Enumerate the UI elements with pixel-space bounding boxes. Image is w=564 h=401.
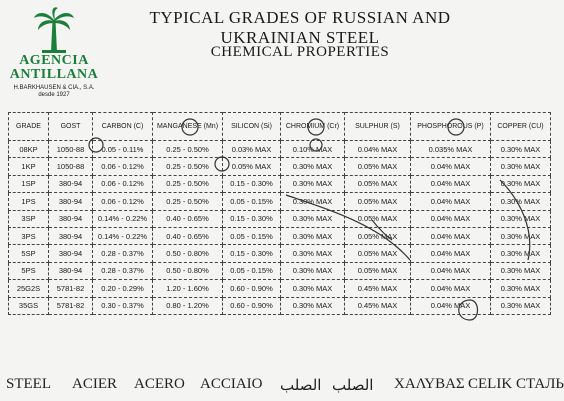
company-logo — [8, 6, 100, 99]
cell-gost: 380-94 — [49, 262, 93, 279]
cell-copper: 0.30% MAX — [491, 175, 551, 192]
header-copper: COPPER (CU) — [491, 113, 551, 141]
palm-tree-icon — [32, 6, 76, 54]
cell-manganese: 0.40 - 0.65% — [153, 210, 223, 227]
cell-phosphorous: 0.04% MAX — [411, 158, 491, 175]
header-sulphur: SULPHUR (S) — [345, 113, 411, 141]
header-manganese: MANGANESE (Mn) — [153, 113, 223, 141]
cell-grade: 3PS — [9, 227, 49, 244]
cell-grade: 1PS — [9, 193, 49, 210]
cell-silicon: 0.15 - 0.30% — [223, 245, 281, 262]
cell-copper: 0.30% MAX — [491, 193, 551, 210]
cell-carbon: 0.06 - 0.12% — [93, 193, 153, 210]
header-silicon: SILICON (Si) — [223, 113, 281, 141]
cell-gost: 380-94 — [49, 227, 93, 244]
header-grade: GRADE — [9, 113, 49, 141]
cell-manganese: 0.25 - 0.50% — [153, 193, 223, 210]
cell-sulphur: 0.05% MAX — [345, 245, 411, 262]
footer-word: ACIER — [72, 376, 117, 392]
footer-word: ACERO — [134, 376, 185, 392]
cell-gost: 380-94 — [49, 245, 93, 262]
header-phosphorous: PHOSPHOROUS (P) — [411, 113, 491, 141]
cell-chromium: 0.10% MAX — [281, 141, 345, 158]
cell-phosphorous: 0.04% MAX — [411, 227, 491, 244]
footer-word: CELIK — [468, 376, 513, 392]
company-subtitle: H.BARKHAUSEN & CIA., S.A. — [13, 85, 95, 91]
cell-copper: 0.30% MAX — [491, 262, 551, 279]
footer-steel-translations — [6, 370, 564, 398]
cell-silicon: 0.05 - 0.15% — [223, 262, 281, 279]
table-row — [9, 280, 551, 297]
table-row — [9, 158, 551, 175]
table-row — [9, 245, 551, 262]
cell-manganese: 0.25 - 0.50% — [153, 175, 223, 192]
cell-gost: 1050-88 — [49, 158, 93, 175]
cell-silicon: 0.05% MAX — [223, 158, 281, 175]
cell-silicon: 0.60 - 0.90% — [223, 297, 281, 314]
cell-silicon: 0.60 - 0.90% — [223, 280, 281, 297]
table-header-row — [9, 113, 551, 141]
cell-manganese: 0.25 - 0.50% — [153, 141, 223, 158]
cell-carbon: 0.06 - 0.12% — [93, 175, 153, 192]
cell-phosphorous: 0.04% MAX — [411, 280, 491, 297]
cell-carbon: 0.30 - 0.37% — [93, 297, 153, 314]
cell-phosphorous: 0.035% MAX — [411, 141, 491, 158]
cell-carbon: 0.14% - 0.22% — [93, 210, 153, 227]
cell-grade: 25G2S — [9, 280, 49, 297]
cell-sulphur: 0.05% MAX — [345, 158, 411, 175]
cell-gost: 5781-82 — [49, 280, 93, 297]
cell-grade: 08KP — [9, 141, 49, 158]
steel-grades-table — [8, 112, 551, 315]
cell-grade: 1KP — [9, 158, 49, 175]
cell-copper: 0.30% MAX — [491, 297, 551, 314]
cell-chromium: 0.30% MAX — [281, 297, 345, 314]
cell-sulphur: 0.05% MAX — [345, 262, 411, 279]
cell-chromium: 0.30% MAX — [281, 210, 345, 227]
footer-word: الصلب — [332, 378, 374, 394]
cell-grade: 5SP — [9, 245, 49, 262]
cell-gost: 1050-88 — [49, 141, 93, 158]
table-row — [9, 227, 551, 244]
cell-chromium: 0.30% MAX — [281, 245, 345, 262]
cell-carbon: 0.05 - 0.11% — [93, 141, 153, 158]
footer-word: ΧΑΛΥΒΑΣ — [394, 376, 465, 392]
cell-manganese: 0.50 - 0.80% — [153, 245, 223, 262]
header-gost: GOST — [49, 113, 93, 141]
cell-gost: 5781-82 — [49, 297, 93, 314]
cell-copper: 0.30% MAX — [491, 227, 551, 244]
cell-manganese: 0.40 - 0.65% — [153, 227, 223, 244]
cell-grade: 5PS — [9, 262, 49, 279]
cell-phosphorous: 0.04% MAX — [411, 297, 491, 314]
cell-sulphur: 0.05% MAX — [345, 227, 411, 244]
company-since: desde 1927 — [38, 92, 70, 98]
document-title: TYPICAL GRADES OF RUSSIAN AND UKRAINIAN STEEL — [149, 8, 451, 47]
table-row — [9, 193, 551, 210]
cell-sulphur: 0.05% MAX — [345, 175, 411, 192]
table-row — [9, 141, 551, 158]
cell-carbon: 0.28 - 0.37% — [93, 262, 153, 279]
document-subtitle: CHEMICAL PROPERTIES — [210, 44, 390, 60]
cell-grade: 3SP — [9, 210, 49, 227]
cell-manganese: 1.20 - 1.60% — [153, 280, 223, 297]
cell-silicon: 0.15 - 0.30% — [223, 175, 281, 192]
table-row — [9, 210, 551, 227]
footer-word: الصلب — [280, 378, 322, 394]
cell-gost: 380-94 — [49, 210, 93, 227]
cell-sulphur: 0.04% MAX — [345, 141, 411, 158]
cell-chromium: 0.30% MAX — [281, 175, 345, 192]
cell-chromium: 0.30% MAX — [281, 262, 345, 279]
cell-copper: 0.30% MAX — [491, 210, 551, 227]
cell-phosphorous: 0.04% MAX — [411, 262, 491, 279]
cell-sulphur: 0.45% MAX — [345, 297, 411, 314]
header-chromium: CHROMIUM (Cr) — [281, 113, 345, 141]
table-row — [9, 262, 551, 279]
cell-silicon: 0.03% MAX — [223, 141, 281, 158]
table-row — [9, 175, 551, 192]
cell-gost: 380-94 — [49, 175, 93, 192]
cell-manganese: 0.80 - 1.20% — [153, 297, 223, 314]
cell-silicon: 0.15 - 0.30% — [223, 210, 281, 227]
footer-word: ACCIAIO — [200, 376, 263, 392]
cell-chromium: 0.30% MAX — [281, 193, 345, 210]
cell-sulphur: 0.05% MAX — [345, 193, 411, 210]
cell-copper: 0.30% MAX — [491, 158, 551, 175]
cell-manganese: 0.25 - 0.50% — [153, 158, 223, 175]
footer-word: STEEL — [6, 376, 51, 392]
cell-phosphorous: 0.04% MAX — [411, 193, 491, 210]
cell-phosphorous: 0.04% MAX — [411, 175, 491, 192]
cell-copper: 0.30% MAX — [491, 245, 551, 262]
cell-carbon: 0.20 - 0.29% — [93, 280, 153, 297]
footer-word: СТАЛЬ — [516, 376, 564, 392]
brand-name-line2: ANTILLANA — [9, 67, 99, 82]
cell-sulphur: 0.45% MAX — [345, 280, 411, 297]
table-row — [9, 297, 551, 314]
header-carbon: CARBON (C) — [93, 113, 153, 141]
cell-silicon: 0.05 - 0.15% — [223, 193, 281, 210]
cell-chromium: 0.30% MAX — [281, 158, 345, 175]
cell-carbon: 0.14% - 0.22% — [93, 227, 153, 244]
brand-name-line1: AGENCIA — [19, 53, 89, 68]
cell-carbon: 0.06 - 0.12% — [93, 158, 153, 175]
cell-chromium: 0.30% MAX — [281, 280, 345, 297]
cell-silicon: 0.05 - 0.15% — [223, 227, 281, 244]
cell-manganese: 0.50 - 0.80% — [153, 262, 223, 279]
cell-gost: 380-94 — [49, 193, 93, 210]
cell-copper: 0.30% MAX — [491, 280, 551, 297]
cell-carbon: 0.28 - 0.37% — [93, 245, 153, 262]
cell-chromium: 0.30% MAX — [281, 227, 345, 244]
cell-grade: 1SP — [9, 175, 49, 192]
cell-grade: 35GS — [9, 297, 49, 314]
cell-phosphorous: 0.04% MAX — [411, 245, 491, 262]
cell-copper: 0.30% MAX — [491, 141, 551, 158]
cell-sulphur: 0.05% MAX — [345, 210, 411, 227]
cell-phosphorous: 0.04% MAX — [411, 210, 491, 227]
